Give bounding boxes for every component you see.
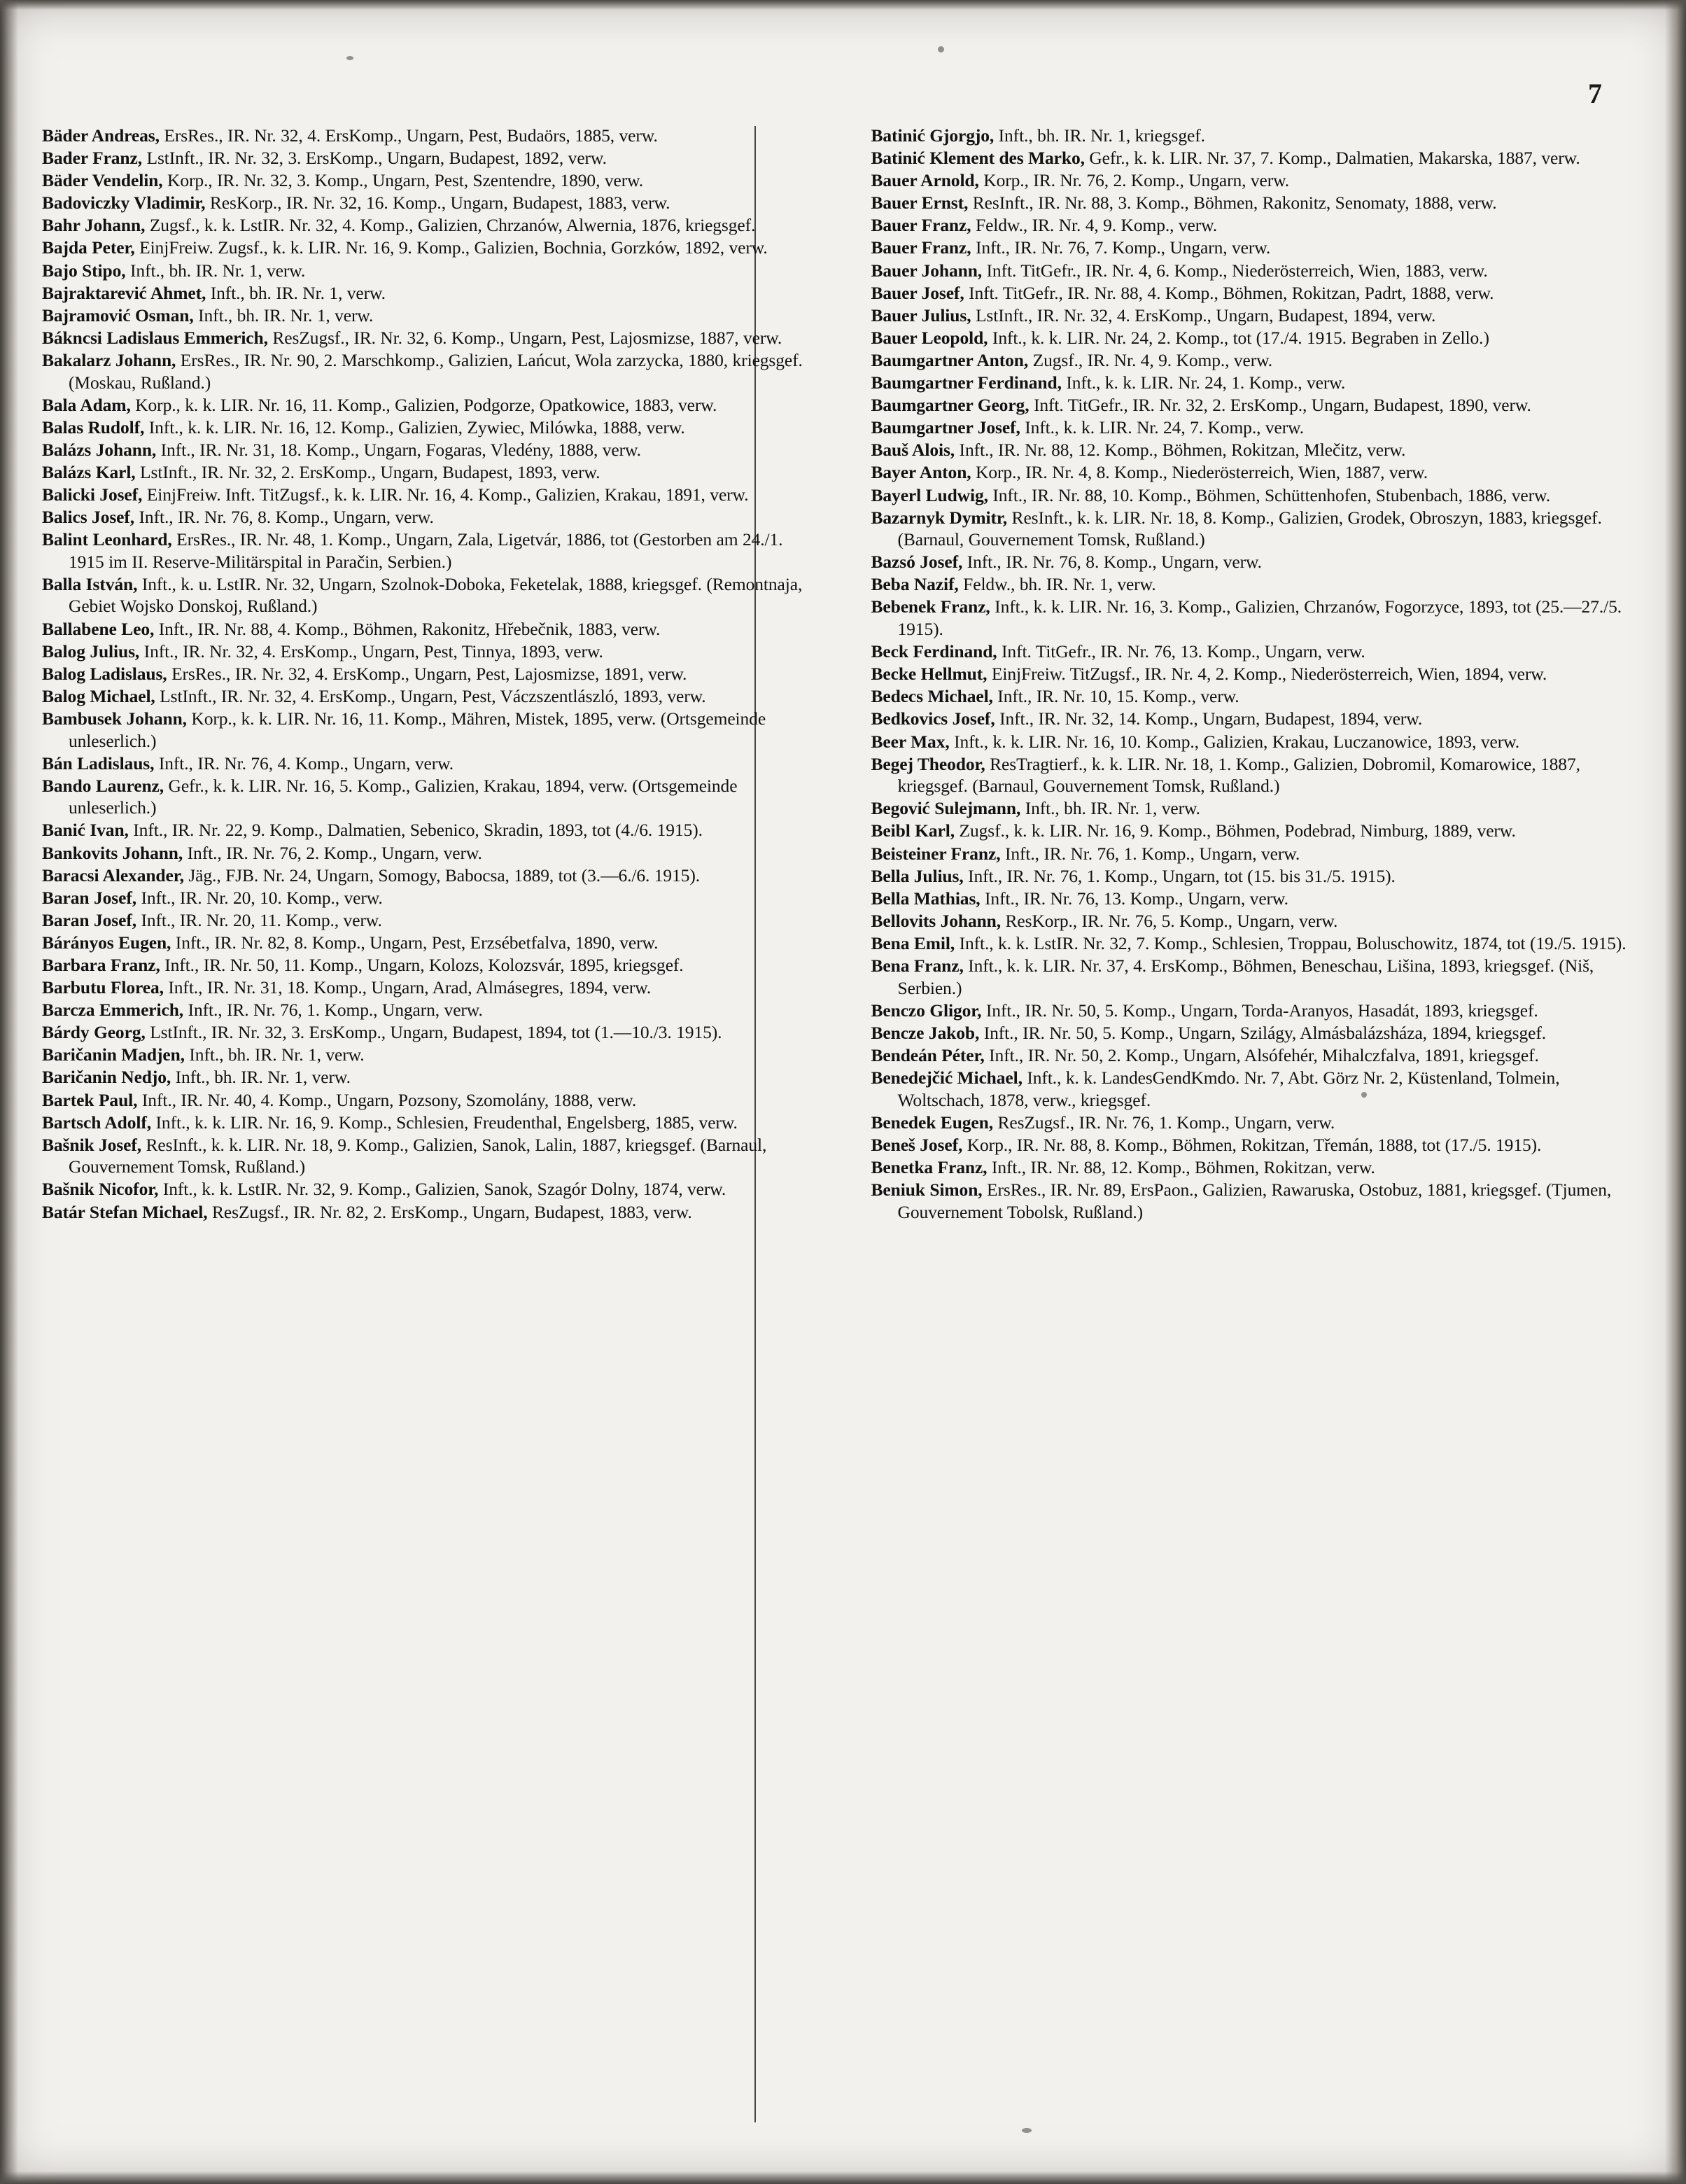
casualty-entry <box>42 506 818 528</box>
casualty-entry <box>871 439 1645 461</box>
entry-name: Balas Rudolf, <box>42 416 145 438</box>
casualty-entry <box>871 1067 1645 1111</box>
entry-details: Korp., IR. Nr. 32, 3. Komp., Ungarn, Pest, Szentendre, 1890, verw. <box>162 170 644 191</box>
entry-details: Gefr., k. k. LIR. Nr. 16, 5. Komp., Galizien, Krakau, 1894, verw. (Ortsgemeinde unleserlich.) <box>69 775 738 818</box>
entry-details: ErsRes., IR. Nr. 89, ErsPaon., Galizien, Rawaruska, Ostobuz, 1881, kriegsgef. (Tjumen, Gouvernement Tobolsk, Rußland.) <box>897 1179 1612 1222</box>
entry-name: Baumgartner Josef, <box>871 417 1020 438</box>
entry-details: LstInft., IR. Nr. 32, 3. ErsKomp., Ungarn, Budapest, 1894, tot (1.—10./3. 1915). <box>145 1022 722 1043</box>
casualty-entry <box>871 640 1645 663</box>
entry-name: Baracsi Alexander, <box>42 864 184 886</box>
entry-details: Inft., IR. Nr. 50, 5. Komp., Ungarn, Szilágy, Almásbalázsháza, 1894, kriegsgef. <box>979 1022 1547 1043</box>
entry-details: Inft., k. k. LandesGendKmdo. Nr. 7, Abt. Görz Nr. 2, Küstenland, Tolmein, Woltschach, 1878, verw., kriegsgef. <box>897 1067 1560 1110</box>
casualty-entry <box>871 753 1645 797</box>
entry-name: Bambusek Johann, <box>42 708 187 729</box>
entry-details: Inft., IR. Nr. 50, 2. Komp., Ungarn, Alsófehér, Mihalczfalva, 1891, kriegsgef. <box>984 1044 1539 1065</box>
entry-name: Benetka Franz, <box>871 1156 988 1177</box>
casualty-entry <box>42 260 818 282</box>
entry-details: Inft., IR. Nr. 32, 4. ErsKomp., Ungarn, Pest, Tinnya, 1893, verw. <box>139 640 603 662</box>
entry-details: Inft., k. k. LstIR. Nr. 32, 9. Komp., Galizien, Sanok, Szagór Dolny, 1874, verw. <box>158 1179 726 1200</box>
casualty-entry <box>871 282 1645 304</box>
casualty-entry <box>871 461 1645 484</box>
entry-details: ResKorp., IR. Nr. 76, 5. Komp., Ungarn, verw. <box>1001 910 1338 931</box>
entry-details: Inft., k. k. LstIR. Nr. 32, 7. Komp., Schlesien, Troppau, Boluschowitz, 1874, tot (19./5. 1915). <box>955 932 1627 953</box>
casualty-entry <box>871 1022 1645 1044</box>
casualty-entry <box>871 147 1645 169</box>
entry-name: Benedejčić Michael, <box>871 1067 1023 1088</box>
casualty-entry <box>871 214 1645 237</box>
entry-name: Bencze Jakob, <box>871 1022 980 1043</box>
entry-details: Korp., IR. Nr. 88, 8. Komp., Böhmen, Rokitzan, Třemán, 1888, tot (17./5. 1915). <box>962 1134 1542 1155</box>
entry-name: Badoviczky Vladimir, <box>42 192 206 214</box>
entry-name: Bankovits Johann, <box>42 842 183 863</box>
entry-details: Inft., k. u. LstIR. Nr. 32, Ungarn, Szolnok-Doboka, Feketelak, 1888, kriegsgef. (Remontnaja, Gebiet Wojsko Donskoj, Rußland.) <box>69 573 803 617</box>
casualty-entry <box>42 528 818 573</box>
entry-details: Inft., k. k. LIR. Nr. 24, 7. Komp., verw. <box>1020 417 1305 438</box>
entry-name: Beneš Josef, <box>871 1134 963 1155</box>
entry-details: LstInft., IR. Nr. 32, 4. ErsKomp., Ungarn, Budapest, 1894, verw. <box>971 304 1436 326</box>
scan-edge-top <box>0 0 1686 10</box>
casualty-entry <box>42 237 818 259</box>
entry-details: Inft., IR. Nr. 82, 8. Komp., Ungarn, Pest, Erzsébetfalva, 1890, verw. <box>171 932 659 953</box>
entry-name: Baran Josef, <box>42 909 136 930</box>
casualty-entry <box>871 304 1645 327</box>
entry-name: Bašnik Nicofor, <box>42 1179 159 1200</box>
entry-name: Balicki Josef, <box>42 484 143 505</box>
entry-details: Jäg., FJB. Nr. 24, Ungarn, Somogy, Babocsa, 1889, tot (3.—6./6. 1915). <box>183 864 701 886</box>
entry-name: Bauer Josef, <box>871 282 964 303</box>
entry-details: ResKorp., IR. Nr. 32, 16. Komp., Ungarn, Budapest, 1883, verw. <box>205 192 670 214</box>
entry-name: Bazarnyk Dymitr, <box>871 507 1008 528</box>
entry-name: Bajda Peter, <box>42 237 135 258</box>
entry-name: Balog Michael, <box>42 685 155 706</box>
entry-details: Inft., IR. Nr. 20, 11. Komp., verw. <box>136 909 382 930</box>
entry-details: Inft., IR. Nr. 40, 4. Komp., Ungarn, Pozsony, Szomolány, 1888, verw. <box>137 1089 637 1110</box>
entry-details: Feldw., bh. IR. Nr. 1, verw. <box>958 574 1156 595</box>
casualty-entry <box>42 887 818 909</box>
page-number: 7 <box>1588 78 1602 109</box>
entry-details: ResInft., k. k. LIR. Nr. 18, 9. Komp., Galizien, Sanok, Lalin, 1887, kriegsgef. (Barnaul, Gouvernement Tomsk, Rußland.) <box>69 1134 767 1177</box>
casualty-entry <box>42 1201 818 1224</box>
entry-details: Inft., bh. IR. Nr. 1, verw. <box>1020 798 1200 819</box>
entry-details: Inft., k. k. LIR. Nr. 16, 3. Komp., Galizien, Chrzanów, Fogorzyce, 1893, tot (25.—27./5. 1915). <box>897 596 1622 640</box>
entry-details: Inft. TitGefr., IR. Nr. 88, 4. Komp., Böhmen, Rokitzan, Padrt, 1888, verw. <box>964 282 1494 303</box>
entry-details: Inft., bh. IR. Nr. 1, kriegsgef. <box>994 125 1205 146</box>
column-right <box>843 125 1645 2142</box>
entry-details: Korp., IR. Nr. 76, 2. Komp., Ungarn, verw. <box>978 170 1290 191</box>
casualty-entry <box>871 573 1645 596</box>
entry-name: Balog Julius, <box>42 640 140 662</box>
column-left <box>42 125 843 2142</box>
entry-name: Bellovits Johann, <box>871 910 1002 931</box>
entry-details: Inft., k. k. LIR. Nr. 16, 10. Komp., Galizien, Krakau, Luczanowice, 1893, verw. <box>949 731 1520 752</box>
casualty-entry <box>42 125 818 147</box>
entry-details: LstInft., IR. Nr. 32, 2. ErsKomp., Ungarn, Budapest, 1893, verw. <box>135 461 600 482</box>
scan-speck <box>938 46 944 52</box>
entry-details: Inft., k. k. LIR. Nr. 24, 1. Komp., verw. <box>1061 372 1346 393</box>
casualty-entry <box>42 327 818 349</box>
casualty-entry <box>871 685 1645 708</box>
casualty-entry <box>42 214 818 237</box>
casualty-entry <box>871 1156 1645 1179</box>
scan-edge-left <box>0 0 18 2184</box>
entry-name: Bauer Julius, <box>871 304 971 326</box>
casualty-entry <box>871 507 1645 551</box>
entry-name: Bartsch Adolf, <box>42 1112 152 1133</box>
entry-name: Bena Emil, <box>871 932 955 953</box>
casualty-entry <box>42 819 818 841</box>
entry-details: ResInft., IR. Nr. 88, 3. Komp., Böhmen, Rakonitz, Senomaty, 1888, verw. <box>968 192 1497 214</box>
entry-details: Korp., k. k. LIR. Nr. 16, 11. Komp., Galizien, Podgorze, Opatkowice, 1883, verw. <box>130 394 717 415</box>
entry-details: Inft., IR. Nr. 50, 5. Komp., Ungarn, Torda-Aranyos, Hasadát, 1893, kriegsgef. <box>981 1000 1538 1021</box>
casualty-entry <box>42 1021 818 1044</box>
casualty-entry <box>871 394 1645 416</box>
casualty-entry <box>42 169 818 192</box>
entry-name: Beisteiner Franz, <box>871 843 1001 864</box>
entry-details: Inft., IR. Nr. 76, 4. Komp., Ungarn, verw. <box>154 752 454 774</box>
casualty-entry <box>42 416 818 439</box>
casualty-entry <box>42 1178 818 1200</box>
entry-name: Bena Franz, <box>871 955 964 976</box>
entry-name: Bala Adam, <box>42 394 131 415</box>
casualty-entry <box>42 573 818 617</box>
casualty-entry <box>42 484 818 506</box>
entry-details: Inft., IR. Nr. 76, 7. Komp., Ungarn, verw. <box>971 237 1271 258</box>
scan-edge-bottom <box>0 2171 1686 2184</box>
casualty-entry <box>871 192 1645 214</box>
entry-name: Beba Nazif, <box>871 574 959 595</box>
entry-details: Korp., IR. Nr. 4, 8. Komp., Niederösterreich, Wien, 1887, verw. <box>971 462 1428 483</box>
casualty-entry <box>871 1179 1645 1223</box>
entry-name: Bákncsi Ladislaus Emmerich, <box>42 327 268 348</box>
entry-name: Balint Leonhard, <box>42 529 172 550</box>
entry-name: Balog Ladislaus, <box>42 663 167 684</box>
entry-name: Bayer Anton, <box>871 462 971 483</box>
entry-name: Beck Ferdinand, <box>871 641 997 662</box>
entry-details: Inft., IR. Nr. 76, 2. Komp., Ungarn, verw. <box>183 842 482 863</box>
entry-name: Baumgartner Georg, <box>871 395 1030 416</box>
casualty-entry <box>871 1000 1645 1022</box>
entry-details: Inft., IR. Nr. 50, 11. Komp., Ungarn, Kolozs, Kolozsvár, 1895, kriegsgef. <box>160 954 684 975</box>
entry-name: Bán Ladislaus, <box>42 752 155 774</box>
casualty-entry <box>871 663 1645 685</box>
text-columns <box>42 125 1644 2142</box>
casualty-entry <box>42 1066 818 1088</box>
entry-name: Benedek Eugen, <box>871 1112 993 1133</box>
casualty-entry <box>871 1112 1645 1134</box>
casualty-entry <box>871 551 1645 573</box>
entry-name: Bella Mathias, <box>871 888 981 909</box>
casualty-entry <box>42 618 818 640</box>
entry-details: Inft., IR. Nr. 22, 9. Komp., Dalmatien, Sebenico, Skradin, 1893, tot (4./6. 1915). <box>128 820 703 841</box>
entry-details: ErsRes., IR. Nr. 32, 4. ErsKomp., Ungarn, Pest, Lajosmizse, 1891, verw. <box>167 663 687 684</box>
casualty-entry <box>42 439 818 461</box>
entry-name: Benczo Gligor, <box>871 1000 982 1021</box>
entry-name: Bauer Franz, <box>871 215 971 236</box>
scan-edge-right <box>1665 0 1686 2184</box>
entry-name: Beer Max, <box>871 731 950 752</box>
casualty-entry <box>871 260 1645 282</box>
casualty-entry <box>871 888 1645 910</box>
casualty-entry <box>871 955 1645 999</box>
entry-details: Inft., bh. IR. Nr. 1, verw. <box>184 1044 365 1065</box>
entry-name: Bauer Arnold, <box>871 170 979 191</box>
entry-details: ResTragtierf., k. k. LIR. Nr. 18, 1. Komp., Galizien, Dobromil, Komarowice, 1887, kriegsgef. (Barnaul, Gouvernement Tomsk, Rußland.) <box>897 753 1580 797</box>
casualty-entry <box>42 640 818 663</box>
casualty-entry <box>871 596 1645 640</box>
entry-details: Inft., bh. IR. Nr. 1, verw. <box>125 260 306 281</box>
entry-details: ResZugsf., IR. Nr. 32, 6. Komp., Ungarn, Pest, Lajosmizse, 1887, verw. <box>267 327 782 348</box>
entry-name: Barbutu Florea, <box>42 977 164 998</box>
entry-name: Baričanin Nedjo, <box>42 1067 171 1088</box>
entry-details: Inft., k. k. LIR. Nr. 16, 12. Komp., Galizien, Zywiec, Milówka, 1888, verw. <box>144 416 685 438</box>
entry-details: Zugsf., IR. Nr. 4, 9. Komp., verw. <box>1028 349 1273 370</box>
entry-details: LstInft., IR. Nr. 32, 3. ErsKomp., Ungarn, Budapest, 1892, verw. <box>142 148 607 169</box>
entry-name: Batár Stefan Michael, <box>42 1201 208 1222</box>
casualty-entry <box>871 843 1645 865</box>
entry-name: Bárdy Georg, <box>42 1022 146 1043</box>
entry-name: Batinić Klement des Marko, <box>871 148 1085 169</box>
casualty-entry <box>871 1134 1645 1156</box>
entry-details: Inft., IR. Nr. 88, 10. Komp., Böhmen, Schüttenhofen, Stubenbach, 1886, verw. <box>988 484 1550 505</box>
entry-details: Inft., bh. IR. Nr. 1, verw. <box>171 1067 351 1088</box>
entry-name: Bader Franz, <box>42 148 143 169</box>
entry-details: Inft., IR. Nr. 31, 18. Komp., Ungarn, Fogaras, Vledény, 1888, verw. <box>156 439 641 460</box>
entry-name: Beibl Karl, <box>871 820 955 841</box>
entry-name: Bauš Alois, <box>871 440 955 461</box>
entry-name: Balázs Johann, <box>42 439 157 460</box>
casualty-entry <box>871 169 1645 192</box>
entry-details: EinjFreiw. Zugsf., k. k. LIR. Nr. 16, 9. Komp., Galizien, Bochnia, Gorzków, 1892, verw. <box>134 237 768 258</box>
casualty-entry <box>42 1089 818 1112</box>
entry-details: Inft., IR. Nr. 10, 15. Komp., verw. <box>992 686 1239 707</box>
casualty-entry <box>42 147 818 169</box>
entry-name: Bauer Leopold, <box>871 327 988 348</box>
casualty-entry <box>42 1112 818 1134</box>
entry-name: Barbara Franz, <box>42 954 160 975</box>
entry-details: ResZugsf., IR. Nr. 82, 2. ErsKomp., Ungarn, Budapest, 1883, verw. <box>207 1201 692 1222</box>
casualty-entry <box>871 416 1645 439</box>
entry-details: Zugsf., k. k. LIR. Nr. 16, 9. Komp., Böhmen, Podebrad, Nimburg, 1889, verw. <box>955 820 1516 841</box>
casualty-entry <box>871 1044 1645 1067</box>
entry-details: Inft., IR. Nr. 20, 10. Komp., verw. <box>136 887 383 908</box>
entry-details: Zugsf., k. k. LstIR. Nr. 32, 4. Komp., Galizien, Chrzanów, Alwernia, 1876, kriegsgef. <box>145 215 756 236</box>
entry-details: Inft., IR. Nr. 76, 8. Komp., Ungarn, verw. <box>962 552 1262 573</box>
entry-details: Inft. TitGefr., IR. Nr. 32, 2. ErsKomp., Ungarn, Budapest, 1890, verw. <box>1029 395 1531 416</box>
entry-name: Bauer Johann, <box>871 260 983 281</box>
entry-details: Inft., k. k. LIR. Nr. 16, 9. Komp., Schlesien, Freudenthal, Engelsberg, 1885, verw. <box>151 1112 738 1133</box>
entry-details: EinjFreiw. TitZugsf., IR. Nr. 4, 2. Komp., Niederösterreich, Wien, 1894, verw. <box>987 664 1547 685</box>
entry-details: Gefr., k. k. LIR. Nr. 37, 7. Komp., Dalmatien, Makarska, 1887, verw. <box>1084 148 1580 169</box>
casualty-entry <box>871 932 1645 955</box>
entry-details: Inft., IR. Nr. 76, 8. Komp., Ungarn, verw. <box>134 507 434 528</box>
entry-name: Banić Ivan, <box>42 820 129 841</box>
entry-details: Inft., IR. Nr. 31, 18. Komp., Ungarn, Arad, Almásegres, 1894, verw. <box>163 977 652 998</box>
entry-details: Inft., IR. Nr. 88, 12. Komp., Böhmen, Rokitzan, Mlečitz, verw. <box>955 440 1406 461</box>
casualty-entry <box>42 752 818 775</box>
casualty-entry <box>42 663 818 685</box>
casualty-entry <box>42 932 818 954</box>
scan-speck <box>346 56 353 60</box>
entry-name: Bašnik Josef, <box>42 1134 142 1155</box>
casualty-entry <box>42 842 818 864</box>
entry-name: Baumgartner Ferdinand, <box>871 372 1062 393</box>
entry-details: Inft. TitGefr., IR. Nr. 4, 6. Komp., Niederösterreich, Wien, 1883, verw. <box>982 260 1488 281</box>
entry-name: Ballabene Leo, <box>42 618 155 639</box>
casualty-entry <box>42 394 818 416</box>
casualty-entry <box>871 708 1645 730</box>
entry-details: ErsRes., IR. Nr. 90, 2. Marschkomp., Galizien, Lańcut, Wola zarzycka, 1880, kriegsgef. (Moskau, Rußland.) <box>69 349 803 393</box>
scan-speck <box>1361 1092 1367 1098</box>
casualty-entry <box>42 685 818 708</box>
casualty-entry <box>42 775 818 819</box>
entry-name: Bajo Stipo, <box>42 260 126 281</box>
entry-details: Inft., bh. IR. Nr. 1, verw. <box>193 304 374 326</box>
entry-details: Inft. TitGefr., IR. Nr. 76, 13. Komp., Ungarn, verw. <box>997 641 1365 662</box>
entry-name: Baričanin Madjen, <box>42 1044 185 1065</box>
entry-details: EinjFreiw. Inft. TitZugsf., k. k. LIR. Nr. 16, 4. Komp., Galizien, Krakau, 1891, verw. <box>142 484 749 505</box>
casualty-entry <box>42 909 818 932</box>
entry-details: Feldw., IR. Nr. 4, 9. Komp., verw. <box>971 215 1218 236</box>
casualty-entry <box>871 910 1645 932</box>
entry-name: Begej Theodor, <box>871 753 985 774</box>
entry-name: Balla István, <box>42 573 138 594</box>
casualty-entry <box>42 708 818 752</box>
entry-name: Bárányos Eugen, <box>42 932 171 953</box>
entry-details: Inft., k. k. LIR. Nr. 37, 4. ErsKomp., Böhmen, Beneschau, Lišina, 1893, kriegsgef. (Niš, Serbien.) <box>897 955 1594 998</box>
casualty-entry <box>42 1134 818 1178</box>
entry-name: Bedecs Michael, <box>871 686 993 707</box>
casualty-entry <box>871 797 1645 820</box>
entry-name: Bauer Ernst, <box>871 192 969 214</box>
entry-name: Bedkovics Josef, <box>871 708 995 729</box>
casualty-entry <box>871 125 1645 147</box>
entry-name: Bartek Paul, <box>42 1089 138 1110</box>
entry-name: Bajramović Osman, <box>42 304 194 326</box>
casualty-entry <box>871 484 1645 507</box>
entry-name: Bahr Johann, <box>42 215 146 236</box>
casualty-entry <box>42 999 818 1021</box>
entry-details: ResInft., k. k. LIR. Nr. 18, 8. Komp., Galizien, Grodek, Obroszyn, 1883, kriegsgef. (Barnaul, Gouvernement Tomsk, Rußland.) <box>897 507 1602 550</box>
entry-name: Baumgartner Anton, <box>871 349 1029 370</box>
entry-details: Inft., IR. Nr. 88, 12. Komp., Böhmen, Rokitzan, verw. <box>987 1156 1375 1177</box>
entry-details: Inft., bh. IR. Nr. 1, verw. <box>206 282 386 303</box>
entry-details: LstInft., IR. Nr. 32, 4. ErsKomp., Ungarn, Pest, Váczszentlászló, 1893, verw. <box>155 685 706 706</box>
entry-name: Bajraktarević Ahmet, <box>42 282 206 303</box>
casualty-entry <box>871 237 1645 259</box>
entry-name: Becke Hellmut, <box>871 664 988 685</box>
casualty-entry <box>42 1044 818 1066</box>
entry-name: Bäder Vendelin, <box>42 170 163 191</box>
casualty-entry <box>42 349 818 393</box>
entry-name: Bäder Andreas, <box>42 125 160 146</box>
entry-details: ResZugsf., IR. Nr. 76, 1. Komp., Ungarn, verw. <box>993 1112 1335 1133</box>
casualty-entry <box>42 864 818 887</box>
entry-name: Bendeán Péter, <box>871 1044 985 1065</box>
casualty-entry <box>871 349 1645 372</box>
entry-details: Inft., IR. Nr. 76, 1. Komp., Ungarn, verw. <box>183 1000 483 1021</box>
entry-details: ErsRes., IR. Nr. 32, 4. ErsKomp., Ungarn, Pest, Budaörs, 1885, verw. <box>159 125 658 146</box>
entry-details: Inft., k. k. LIR. Nr. 24, 2. Komp., tot (17./4. 1915. Begraben in Zello.) <box>988 327 1489 348</box>
casualty-entry <box>42 192 818 214</box>
entry-details: Inft., IR. Nr. 76, 13. Komp., Ungarn, verw. <box>980 888 1288 909</box>
casualty-entry <box>871 372 1645 394</box>
entry-name: Bauer Franz, <box>871 237 971 258</box>
casualty-entry <box>42 954 818 976</box>
entry-name: Bazsó Josef, <box>871 552 963 573</box>
entry-name: Bella Julius, <box>871 865 964 886</box>
casualty-entry <box>871 820 1645 842</box>
entry-details: Inft., IR. Nr. 88, 4. Komp., Böhmen, Rakonitz, Hřebečnik, 1883, verw. <box>154 618 661 639</box>
entry-name: Bando Laurenz, <box>42 775 164 796</box>
entry-details: Inft., IR. Nr. 76, 1. Komp., Ungarn, tot (15. bis 31./5. 1915). <box>963 865 1396 886</box>
entry-name: Balázs Karl, <box>42 461 136 482</box>
entry-name: Bayerl Ludwig, <box>871 484 988 505</box>
entry-name: Baran Josef, <box>42 887 136 908</box>
casualty-entry <box>42 976 818 999</box>
entry-name: Bakalarz Johann, <box>42 349 176 370</box>
entry-name: Begović Sulejmann, <box>871 798 1021 819</box>
entry-details: ErsRes., IR. Nr. 48, 1. Komp., Ungarn, Zala, Ligetvár, 1886, tot (Gestorben am 24./1. 1915 im II. Reserve-Militärspital in Paračin, Serbien.) <box>69 529 783 572</box>
casualty-entry <box>871 327 1645 349</box>
scan-speck <box>1022 2128 1032 2133</box>
entry-details: Inft., IR. Nr. 32, 14. Komp., Ungarn, Budapest, 1894, verw. <box>995 708 1423 729</box>
casualty-entry <box>42 304 818 327</box>
entry-name: Bebenek Franz, <box>871 596 990 617</box>
entry-name: Balics Josef, <box>42 507 135 528</box>
casualty-entry <box>42 282 818 304</box>
entry-name: Beniuk Simon, <box>871 1179 983 1200</box>
entry-name: Barcza Emmerich, <box>42 1000 184 1021</box>
casualty-entry <box>871 731 1645 753</box>
entry-details: Korp., k. k. LIR. Nr. 16, 11. Komp., Mähren, Mistek, 1895, verw. (Ortsgemeinde unleserlich.) <box>69 708 766 751</box>
casualty-entry <box>42 461 818 484</box>
casualty-entry <box>871 865 1645 888</box>
entry-name: Batinić Gjorgjo, <box>871 125 995 146</box>
entry-details: Inft., IR. Nr. 76, 1. Komp., Ungarn, verw. <box>1000 843 1300 864</box>
